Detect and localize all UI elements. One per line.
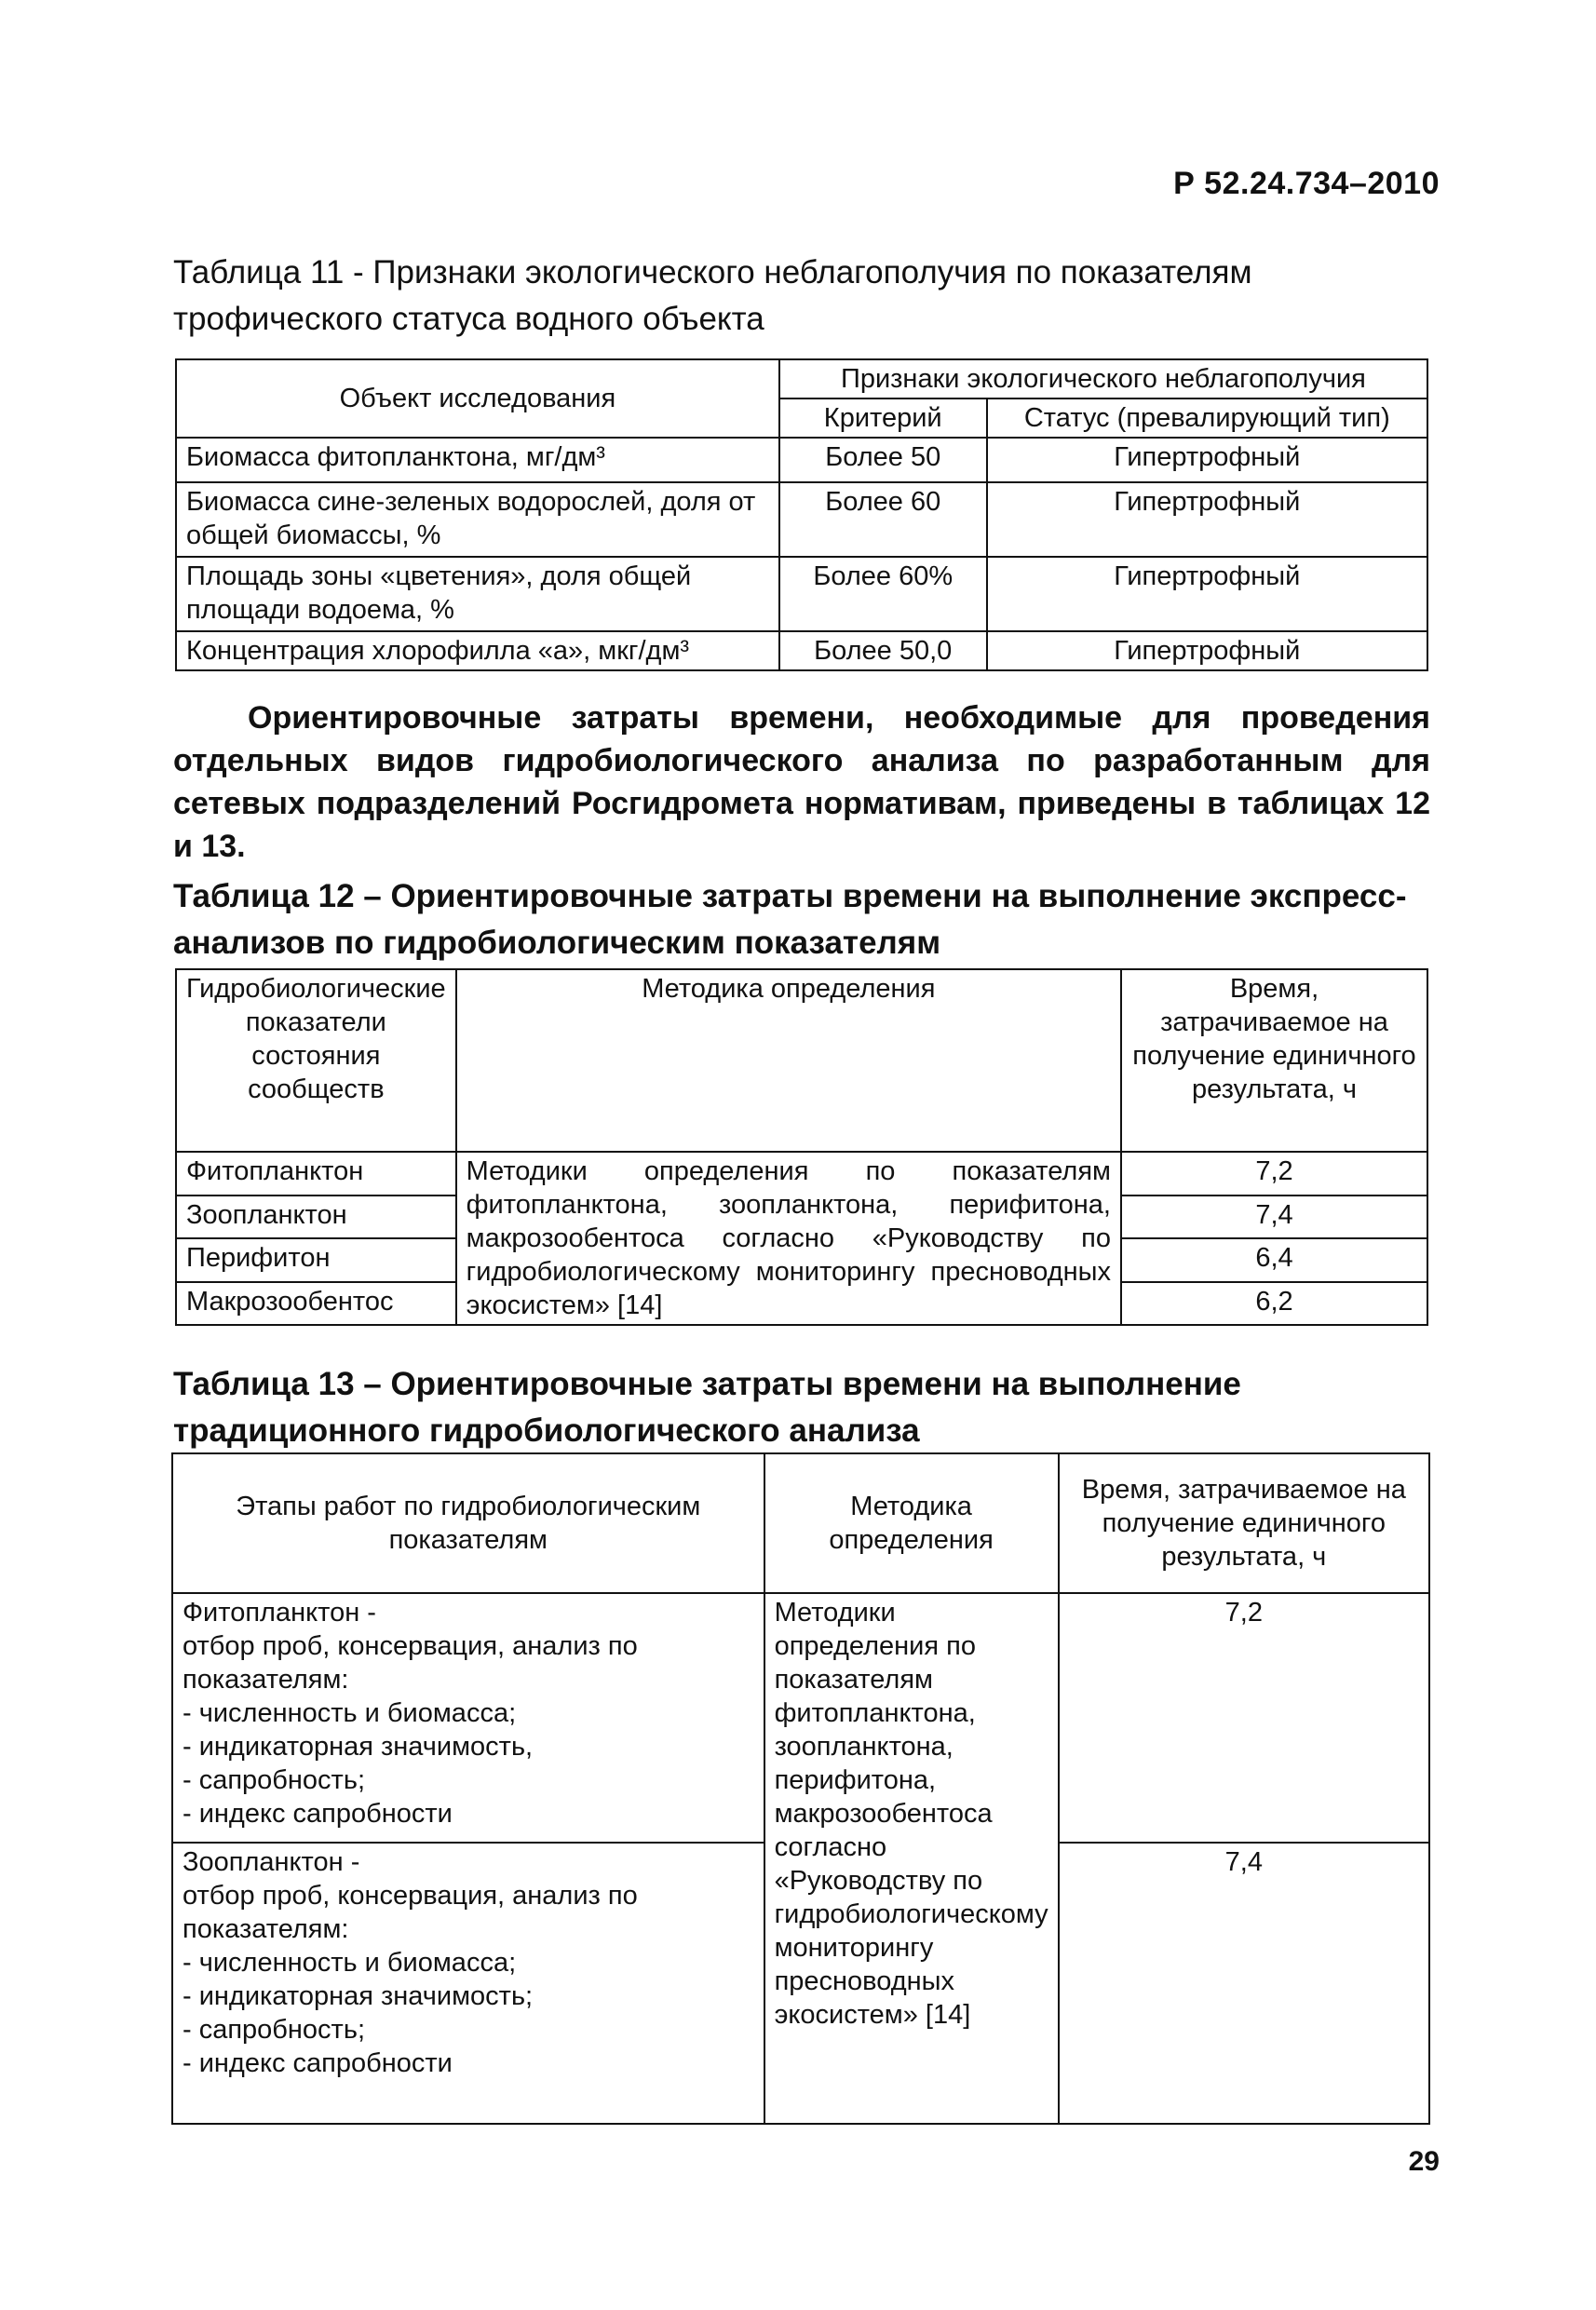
table13-header-stage: Этапы работ по гидробиологическим показателям bbox=[172, 1453, 764, 1593]
table12-header-time: Время, затрачиваемое на получение единичного результата, ч bbox=[1121, 969, 1427, 1152]
table12-cell-indicator: Фитопланктон bbox=[176, 1152, 456, 1196]
table11-cell-object: Биомасса сине-зеленых водорослей, доля от общей биомассы, % bbox=[176, 482, 779, 557]
table12-cell-indicator: Зоопланктон bbox=[176, 1196, 456, 1239]
table12-cell-time: 6,2 bbox=[1121, 1282, 1427, 1326]
table11-header-criterion: Критерий bbox=[779, 399, 987, 438]
table12-cell-time: 7,4 bbox=[1121, 1196, 1427, 1239]
table12-cell-indicator: Макрозообентос bbox=[176, 1282, 456, 1326]
table11 bbox=[175, 358, 1428, 671]
table13 bbox=[171, 1452, 1430, 2125]
body-paragraph: Ориентировочные затраты времени, необходимые для проведения отдельных видов гидробиологического анализа по разработанным для сетевых подразделений Росгидромета нормативам, приведены в таблицах 12 и 13. bbox=[173, 700, 1430, 864]
table13-cell-time: 7,4 bbox=[1059, 1843, 1429, 2124]
table11-cell-status: Гипертрофный bbox=[987, 557, 1427, 631]
table11-header-object: Объект исследования bbox=[176, 359, 779, 438]
table13-header-time: Время, затрачиваемое на получение единичного результата, ч bbox=[1059, 1453, 1429, 1593]
table12-cell-time: 7,2 bbox=[1121, 1152, 1427, 1196]
table13-cell-method: Методики определения по показателям фитопланктона, зоопланктона, перифитона, макрозообентоса согласно «Руководству по гидробиологическому мониторингу пресноводных экосистем» [14] bbox=[764, 1593, 1059, 2124]
table11-cell-criterion: Более 50,0 bbox=[779, 631, 987, 670]
table-row bbox=[176, 438, 1427, 482]
table12-cell-method: Методики определения по показателям фитопланктона, зоопланктона, перифитона, макрозообентоса согласно «Руководству по гидробиологическому мониторингу пресноводных экосистем» [14] bbox=[456, 1152, 1121, 1325]
table11-cell-status: Гипертрофный bbox=[987, 631, 1427, 670]
table-row bbox=[176, 482, 1427, 557]
table11-cell-object: Биомасса фитопланктона, мг/дм³ bbox=[176, 438, 779, 482]
table11-caption: Таблица 11 - Признаки экологического неблагополучия по показателям трофического статуса водного объекта bbox=[173, 254, 1252, 337]
table11-cell-object: Концентрация хлорофилла «а», мкг/дм³ bbox=[176, 631, 779, 670]
table-row bbox=[172, 1593, 1429, 1843]
table13-caption: Таблица 13 – Ориентировочные затраты времени на выполнение традиционного гидробиологического анализа bbox=[173, 1366, 1241, 1449]
table11-cell-object: Площадь зоны «цветения», доля общей площади водоема, % bbox=[176, 557, 779, 631]
table12-header-method: Методика определения bbox=[456, 969, 1121, 1152]
table11-cell-criterion: Более 60 bbox=[779, 482, 987, 557]
table-row bbox=[176, 557, 1427, 631]
table12-header-indicator: Гидробиологические показатели состояния сообществ bbox=[176, 969, 456, 1152]
table-row bbox=[176, 631, 1427, 670]
table11-header-status: Статус (превалирующий тип) bbox=[987, 399, 1427, 438]
table12-cell-time: 6,4 bbox=[1121, 1238, 1427, 1282]
table11-header-group: Признаки экологического неблагополучия bbox=[779, 359, 1427, 399]
table12-caption: Таблица 12 – Ориентировочные затраты времени на выполнение экспресс-анализов по гидробиологическим показателям bbox=[173, 878, 1407, 961]
table12-cell-indicator: Перифитон bbox=[176, 1238, 456, 1282]
table12 bbox=[175, 968, 1428, 1326]
table11-cell-criterion: Более 60% bbox=[779, 557, 987, 631]
table11-cell-criterion: Более 50 bbox=[779, 438, 987, 482]
table11-cell-status: Гипертрофный bbox=[987, 482, 1427, 557]
document-code: Р 52.24.734–2010 bbox=[1173, 166, 1440, 201]
table13-cell-stage: Зоопланктон - отбор проб, консервация, анализ по показателям: - численность и биомасса; - индикаторная значимость; - сапробность; - индекс сапробности bbox=[172, 1843, 764, 2124]
table13-cell-time: 7,2 bbox=[1059, 1593, 1429, 1843]
table-row bbox=[176, 1152, 1427, 1196]
table11-cell-status: Гипертрофный bbox=[987, 438, 1427, 482]
table13-header-method: Методика определения bbox=[764, 1453, 1059, 1593]
page-number: 29 bbox=[1408, 2146, 1440, 2177]
table13-cell-stage: Фитопланктон - отбор проб, консервация, анализ по показателям: - численность и биомасса; - индикаторная значимость, - сапробность; - индекс сапробности bbox=[172, 1593, 764, 1843]
